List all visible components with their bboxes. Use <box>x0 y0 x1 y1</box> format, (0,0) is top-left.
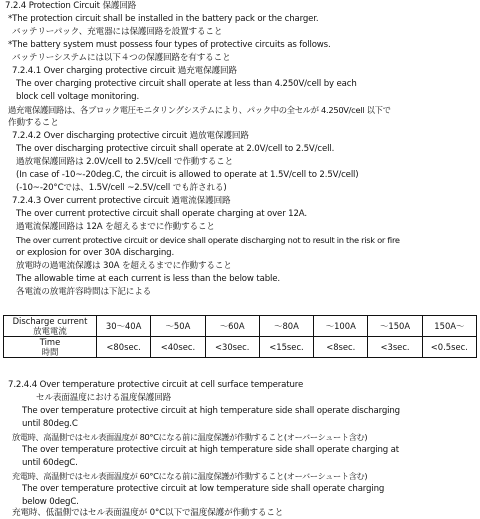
text-line: The over charging protective circuit shall operate at less than 4.250V/cell by each <box>16 79 357 89</box>
text-line: *The battery system must possess four types of protective circuits as follows. <box>8 40 331 50</box>
table-cell: <30sec. <box>205 337 259 358</box>
table-cell: <15sec. <box>259 337 313 358</box>
text-line: (In case of -10~-20deg.C, the circuit is allowed to operate at 1.5V/cell to 2.5V/cell) <box>16 170 359 180</box>
table-cell: ～150A <box>368 316 422 337</box>
text-line: below 0degC. <box>22 497 79 507</box>
text-line: 各電流の放電許容時間は下記による <box>16 287 152 297</box>
table-cell: ～80A <box>259 316 313 337</box>
text-line: until 80deg.C <box>22 419 78 429</box>
text-line: セル表面温度における温度保護回路 <box>36 393 172 403</box>
text-line: 過電流保護回路は 12A を超えるまでに作動すること <box>16 222 215 232</box>
section-heading: 7.2.4 Protection Circuit 保護回路 <box>5 1 137 11</box>
text-line: The over temperature protective circuit at high temperature side shall operate discharging <box>22 406 400 416</box>
table-cell: <0.5sec. <box>422 337 476 358</box>
text-line: block cell voltage monitoring. <box>16 92 140 102</box>
subsection-heading: 7.2.4.2 Over discharging protective circuit 過放電保護回路 <box>12 131 249 141</box>
table-cell: 150A～ <box>422 316 476 337</box>
header-line: Time <box>39 337 61 347</box>
text-line: until 60degC. <box>22 458 78 468</box>
text-line: バッテリーシステムには以下４つの保護回路を有すること <box>12 53 231 63</box>
text-line: The allowable time at each current is less than the below table. <box>16 274 280 284</box>
text-line: *The protection circuit shall be installed in the battery pack or the charger. <box>8 14 319 24</box>
header-line: 時間 <box>41 347 59 357</box>
text-line: or explosion for over 30A discharging. <box>16 248 175 258</box>
text-line: 過放電保護回路は 2.0V/cell to 2.5V/cell で作動すること <box>16 157 234 167</box>
subsection-heading: 7.2.4.1 Over charging protective circuit 過充電保護回路 <box>12 66 237 76</box>
table-cell: <3sec. <box>368 337 422 358</box>
discharge-time-table <box>3 315 477 358</box>
text-line: バッテリーパック、充電器には保護回路を設置すること <box>12 27 223 37</box>
text-line: 充電時、低温側ではセル表面温度が 0°C以下で温度保護が作動すること <box>12 508 284 518</box>
text-line: The over discharging protective circuit shall operate at 2.0V/cell to 2.5V/cell. <box>16 144 335 154</box>
text-line: The over temperature protective circuit at low temperature side shall operate charging <box>22 484 385 494</box>
text-line: The over current protective circuit shall operate charging at over 12A. <box>16 209 307 219</box>
text-line: 放電時、高温側ではセル表面温度が 80°Cになる前に温度保護が作動すること(オーバーシュート含む) <box>12 432 368 442</box>
subsection-heading: 7.2.4.3 Over current protective circuit 過電流保護回路 <box>12 196 231 206</box>
table-cell: ～100A <box>314 316 368 337</box>
text-line: 過充電保護回路は、各ブロック電圧モニタリングシステムにより、パック中の全セルが 4.250V/cell 以下で <box>8 105 391 115</box>
text-line: The over temperature protective circuit at high temperature side shall operate charging at <box>22 445 400 455</box>
table-cell: <8sec. <box>314 337 368 358</box>
subsection-heading: 7.2.4.4 Over temperature protective circuit at cell surface temperature <box>8 380 304 390</box>
text-line: 放電時の過電流保護は 30A を超えるまでに作動すること <box>16 261 232 271</box>
text-line: (-10~-20°Cでは、1.5V/cell ~2.5V/cell でも許される) <box>16 183 227 193</box>
text-line: The over current protective circuit or device shall operate discharging not to result in the risk or fire <box>16 235 400 245</box>
table-header-cell <box>4 316 97 337</box>
table-cell: <80sec. <box>97 337 151 358</box>
table-cell: ～60A <box>205 316 259 337</box>
table-header-cell <box>4 337 97 358</box>
text-line: 充電時、高温側ではセル表面温度が 60°Cになる前に温度保護が作動すること(オーバーシュート含む) <box>12 471 368 481</box>
table-row <box>4 316 477 337</box>
header-line: 放電電流 <box>33 326 67 336</box>
table-cell: ～50A <box>151 316 205 337</box>
header-line: Discharge current <box>12 316 88 326</box>
text-line: 作動すること <box>8 118 59 128</box>
table-row <box>4 337 477 358</box>
table-cell: <40sec. <box>151 337 205 358</box>
table-cell: 30～40A <box>97 316 151 337</box>
